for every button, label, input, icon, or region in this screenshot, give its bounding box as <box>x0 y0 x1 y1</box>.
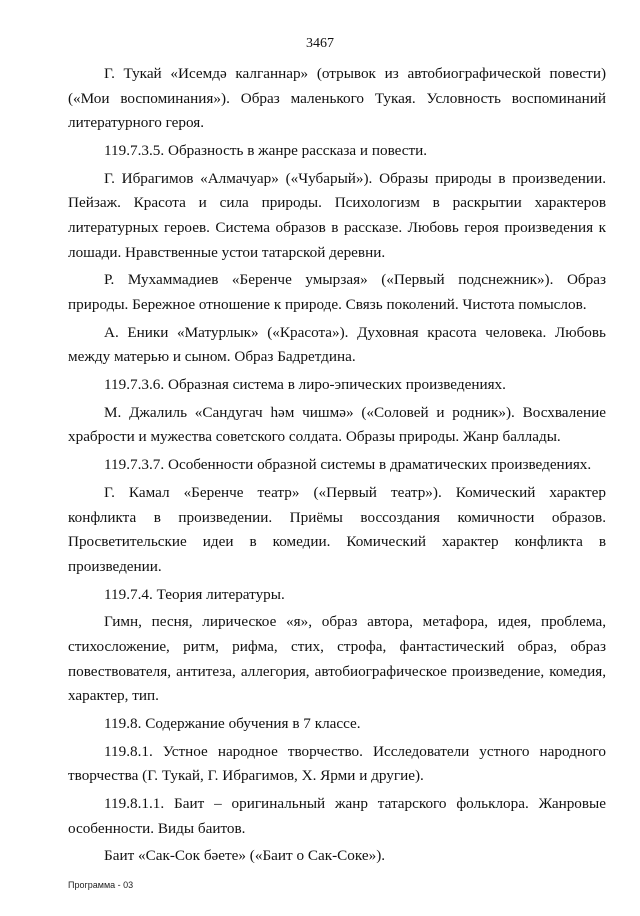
page-footer: Программа - 03 <box>68 880 134 890</box>
paragraph-bait: 119.8.1.1. Баит – оригинальный жанр татарского фольклора. Жанровые особенности. Виды баитов. <box>68 795 606 837</box>
section-heading-119-7-4: 119.7.4. Теория литературы. <box>104 585 285 603</box>
paragraph-ibragimov: Г. Ибрагимов «Алмачуар» («Чубарый»). Образы природы в произведении. Пейзаж. Красота и сила природы. Психологизм в раскрытии характеров литературных героев. Система образов в рассказе. Любовь героя произведения к лошади. Нравственные устои татарской деревни. <box>68 169 606 261</box>
paragraph-eniki: А. Еники «Матурлык» («Красота»). Духовная красота человека. Любовь между матерью и сыном. Образ Бадретдина. <box>68 323 606 366</box>
page-number: 3467 <box>306 36 334 51</box>
section-heading-119-7-3-6: 119.7.3.6. Образная система в лиро-эпических произведениях. <box>104 376 506 394</box>
paragraph-kamal: Г. Камал «Беренче театр» («Первый театр»). Комический характер конфликта в произведении. Приёмы воссоздания комичности образов. Просветительские идеи в комедии. Комический характер конфликта в произведении. <box>68 484 606 575</box>
paragraph-mukhammadiev: Р. Мухаммадиев «Беренче умырзая» («Первый подснежник»). Образ природы. Бережное отношение к природе. Связь поколений. Чистота помыслов. <box>68 271 606 313</box>
section-heading-119-7-3-7: 119.7.3.7. Особенности образной системы в драматических произведениях. <box>104 456 592 474</box>
section-heading-119-8: 119.8. Содержание обучения в 7 классе. <box>104 714 361 732</box>
section-heading-119-7-3-5: 119.7.3.5. Образность в жанре рассказа и повести. <box>104 141 428 159</box>
paragraph-folk-creativity: 119.8.1. Устное народное творчество. Исследователи устного народного творчества (Г. Тукай, Г. Ибрагимов, Х. Ярми и другие). <box>68 742 606 785</box>
paragraph-tukay: Г. Тукай «Исемдә калганнар» (отрывок из автобиографической повести) («Мои воспоминания»). Образ маленького Тукая. Условность воспоминаний литературного героя. <box>68 65 606 132</box>
paragraph-theory-terms: Гимн, песня, лирическое «я», образ автора, метафора, идея, проблема, стихосложение, ритм, рифма, стих, строфа, фантастический образ, образ повествователя, антитеза, аллегория, автобиографическое произведение, комедия, характер, тип. <box>68 613 606 705</box>
document-body <box>68 62 606 872</box>
paragraph-jalil: М. Джалиль «Сандугач һәм чишмә» («Соловей и родник»). Восхваление храбрости и мужества советского солдата. Образы природы. Жанр баллады. <box>68 403 606 446</box>
paragraph-sak-sok: Баит «Сак-Сок бәете» («Баит о Сак-Соке»). <box>104 847 386 865</box>
